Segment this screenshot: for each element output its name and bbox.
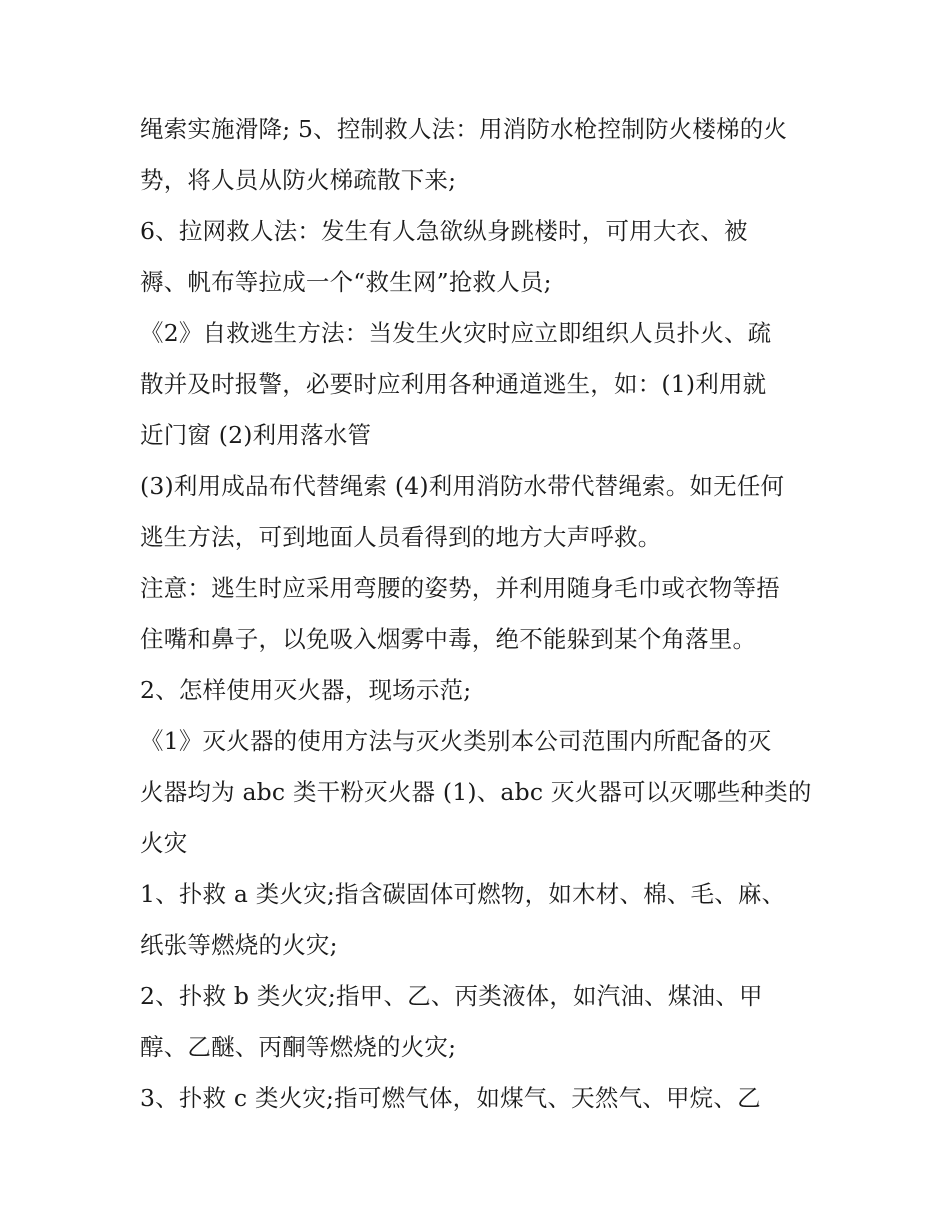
text-line: 近门窗 (2)利用落水管 — [140, 421, 372, 449]
text-line: 2、扑救 b 类火灾;指甲、乙、丙类液体，如汽油、煤油、甲 — [140, 982, 763, 1010]
text-line: 火器均为 abc 类干粉灭火器 (1)、abc 灭火器可以灭哪些种类的 — [140, 778, 812, 806]
text-line: 《2》自救逃生方法：当发生火灾时应立即组织人员扑火、疏 — [140, 319, 772, 347]
text-line: 散并及时报警，必要时应利用各种通道逃生，如：(1)利用就 — [140, 370, 767, 398]
text-line: 绳索实施滑降; 5、控制救人法：用消防水枪控制防火楼梯的火 — [140, 115, 788, 143]
text-line: 住嘴和鼻子，以免吸入烟雾中毒，绝不能躲到某个角落里。 — [140, 625, 757, 653]
text-line: 注意：逃生时应采用弯腰的姿势，并利用随身毛巾或衣物等捂 — [140, 574, 780, 602]
text-line: 纸张等燃烧的火灾; — [140, 931, 338, 959]
text-line: 势，将人员从防火梯疏散下来; — [140, 166, 457, 194]
text-line: 逃生方法，可到地面人员看得到的地方大声呼救。 — [140, 523, 662, 551]
text-line: 1、扑救 a 类火灾;指含碳固体可燃物，如木材、棉、毛、麻、 — [140, 880, 786, 908]
text-line: 6、拉网救人法：发生有人急欲纵身跳楼时，可用大衣、被 — [140, 217, 748, 245]
text-line: 火灾 — [140, 829, 188, 857]
text-line: 醇、乙醚、丙酮等燃烧的火灾; — [140, 1033, 457, 1061]
text-line: 2、怎样使用灭火器，现场示范; — [140, 676, 472, 704]
text-line: 3、扑救 c 类火灾;指可燃气体，如煤气、天然气、甲烷、乙 — [140, 1084, 761, 1112]
text-line: 褥、帆布等拉成一个“救生网”抢救人员; — [140, 268, 552, 296]
text-line: 《1》灭火器的使用方法与灭火类别本公司范围内所配备的灭 — [140, 727, 772, 755]
text-line: (3)利用成品布代替绳索 (4)利用消防水带代替绳索。如无任何 — [140, 472, 785, 500]
document-body — [140, 104, 820, 1124]
